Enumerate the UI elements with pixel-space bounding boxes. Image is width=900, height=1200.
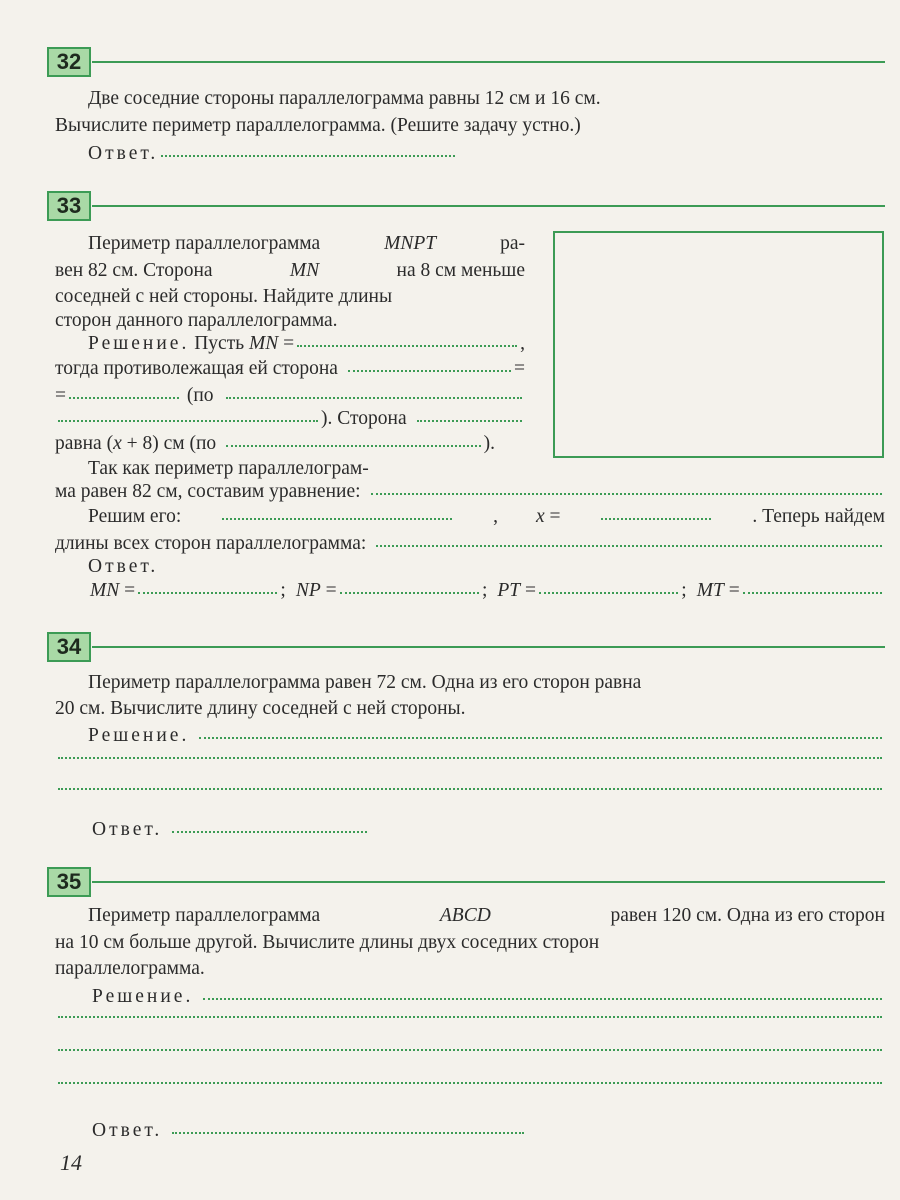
math: ABCD <box>439 905 491 926</box>
text: ). <box>483 433 495 454</box>
text: . Теперь найдем <box>752 506 885 527</box>
blank[interactable] <box>58 1082 882 1084</box>
text: ; <box>481 580 488 601</box>
blank[interactable] <box>58 1016 882 1018</box>
problem-32-number: 32 <box>47 47 91 77</box>
drawing-box[interactable] <box>553 231 884 458</box>
math: MN <box>90 580 120 601</box>
text-line <box>55 958 205 984</box>
text: Периметр параллелограмма равен 72 см. Одна из его сторон равна <box>88 672 642 693</box>
blank[interactable] <box>601 518 711 520</box>
text: тогда противолежащая ей сторона <box>55 358 338 379</box>
text: Так как периметр параллелограм- <box>88 458 369 479</box>
blank[interactable] <box>297 345 517 347</box>
blank[interactable] <box>376 545 882 547</box>
text-line <box>55 533 885 559</box>
blank[interactable] <box>348 370 511 372</box>
text: Решим его: <box>88 506 182 527</box>
math: x <box>535 506 545 527</box>
text: = <box>723 580 740 601</box>
text: ма равен 82 см, составим уравнение: <box>55 481 361 502</box>
text: соседней с ней стороны. Найдите длины <box>55 286 393 307</box>
blank[interactable] <box>417 420 522 422</box>
answer-line <box>88 143 458 169</box>
problem-35-number: 35 <box>47 867 91 897</box>
text: Периметр параллелограмма <box>88 905 326 926</box>
solution-label: Решение. <box>92 986 194 1007</box>
section-rule <box>92 646 885 648</box>
solution-line <box>92 986 885 1012</box>
solution-line <box>55 1018 885 1044</box>
text-line: Вычислите периметр параллелограмма. (Решите задачу устно.) <box>55 115 581 136</box>
blank[interactable] <box>203 998 882 1000</box>
text-line <box>88 333 525 359</box>
section-rule <box>92 61 885 63</box>
text-line <box>55 260 525 286</box>
page-number: 14 <box>60 1150 82 1175</box>
answer-label: Ответ. <box>92 1120 163 1141</box>
problem-34-number: 34 <box>47 632 91 662</box>
text: , <box>493 506 498 527</box>
solution-line <box>55 1084 885 1110</box>
text: = <box>520 580 536 601</box>
answer-label: Ответ. <box>92 819 163 840</box>
solution-line <box>55 790 885 816</box>
problem-32-text <box>88 88 885 114</box>
text-line <box>55 698 466 724</box>
mn-blank[interactable] <box>138 592 277 594</box>
math: x <box>113 433 122 454</box>
text: = <box>544 506 561 527</box>
math: NP <box>295 580 321 601</box>
text: вен 82 см. Сторона <box>55 260 218 281</box>
text-line <box>55 286 525 312</box>
text-line <box>88 905 885 931</box>
text: = <box>320 580 337 601</box>
blank[interactable] <box>222 518 452 520</box>
math: MNPT <box>384 233 437 254</box>
answer-blank[interactable] <box>161 155 455 157</box>
blank[interactable] <box>69 397 179 399</box>
solution-line <box>55 1051 885 1077</box>
blank[interactable] <box>58 788 882 790</box>
text: ра- <box>495 233 525 254</box>
text: Периметр параллелограмма <box>88 233 326 254</box>
text-line <box>55 932 885 958</box>
math: MT <box>696 580 724 601</box>
text-line <box>88 506 885 532</box>
solution-label: Решение. <box>88 333 190 354</box>
text-line <box>55 433 495 459</box>
problem-33-number: 33 <box>47 191 91 221</box>
text: ; <box>280 580 286 601</box>
text: равна ( <box>55 433 114 454</box>
blank[interactable] <box>199 737 882 739</box>
text: = <box>278 333 295 354</box>
np-blank[interactable] <box>340 592 479 594</box>
text: длины всех сторон параллелограмма: <box>55 533 367 554</box>
text-line <box>55 358 525 384</box>
answer-label: Ответ. <box>88 143 159 164</box>
mt-blank[interactable] <box>743 592 882 594</box>
text: 20 см. Вычислите длину соседней с ней стороны. <box>55 698 466 719</box>
blank[interactable] <box>371 493 882 495</box>
text: , <box>520 333 525 354</box>
solution-line <box>55 759 885 785</box>
text: = <box>514 358 525 379</box>
section-rule <box>92 881 885 883</box>
pt-blank[interactable] <box>539 592 678 594</box>
text: равен 120 см. Одна из его сторон <box>605 905 885 926</box>
text: Пусть <box>189 333 249 354</box>
section-rule <box>92 205 885 207</box>
problem-32-text <box>55 115 581 141</box>
math: MN <box>289 260 320 281</box>
text: = <box>55 385 66 406</box>
blank[interactable] <box>226 445 480 447</box>
answer-label: Ответ. <box>88 556 159 577</box>
text: ; <box>681 580 687 601</box>
blank[interactable] <box>226 397 522 399</box>
text-line: Две соседние стороны параллелограмма равны 12 см и 16 см. <box>88 88 601 109</box>
text: ). Сторона <box>321 408 407 429</box>
answer-blank[interactable] <box>172 1132 524 1134</box>
text-line <box>88 233 525 259</box>
text: параллелограмма. <box>55 958 205 979</box>
solution-line <box>88 725 885 751</box>
text: сторон данного параллелограмма. <box>55 310 338 331</box>
answer-blank[interactable] <box>172 831 367 833</box>
text-line <box>55 481 885 507</box>
text-line <box>88 672 885 698</box>
solution-label: Решение. <box>88 725 190 746</box>
math: MN <box>248 333 279 354</box>
blank[interactable] <box>58 1049 882 1051</box>
math: PT <box>497 580 521 601</box>
blank[interactable] <box>58 420 318 422</box>
text: (по <box>182 385 214 406</box>
text: на 10 см больше другой. Вычислите длины двух соседних сторон <box>55 932 600 953</box>
text-line <box>88 556 158 582</box>
text: = <box>119 580 136 601</box>
text-line <box>55 408 525 434</box>
answer-line <box>92 819 370 845</box>
answer-fields <box>90 580 885 606</box>
answer-line <box>92 1120 527 1146</box>
blank[interactable] <box>58 757 882 759</box>
text: + 8) см (по <box>121 433 217 454</box>
text: на 8 см меньше <box>391 260 525 281</box>
